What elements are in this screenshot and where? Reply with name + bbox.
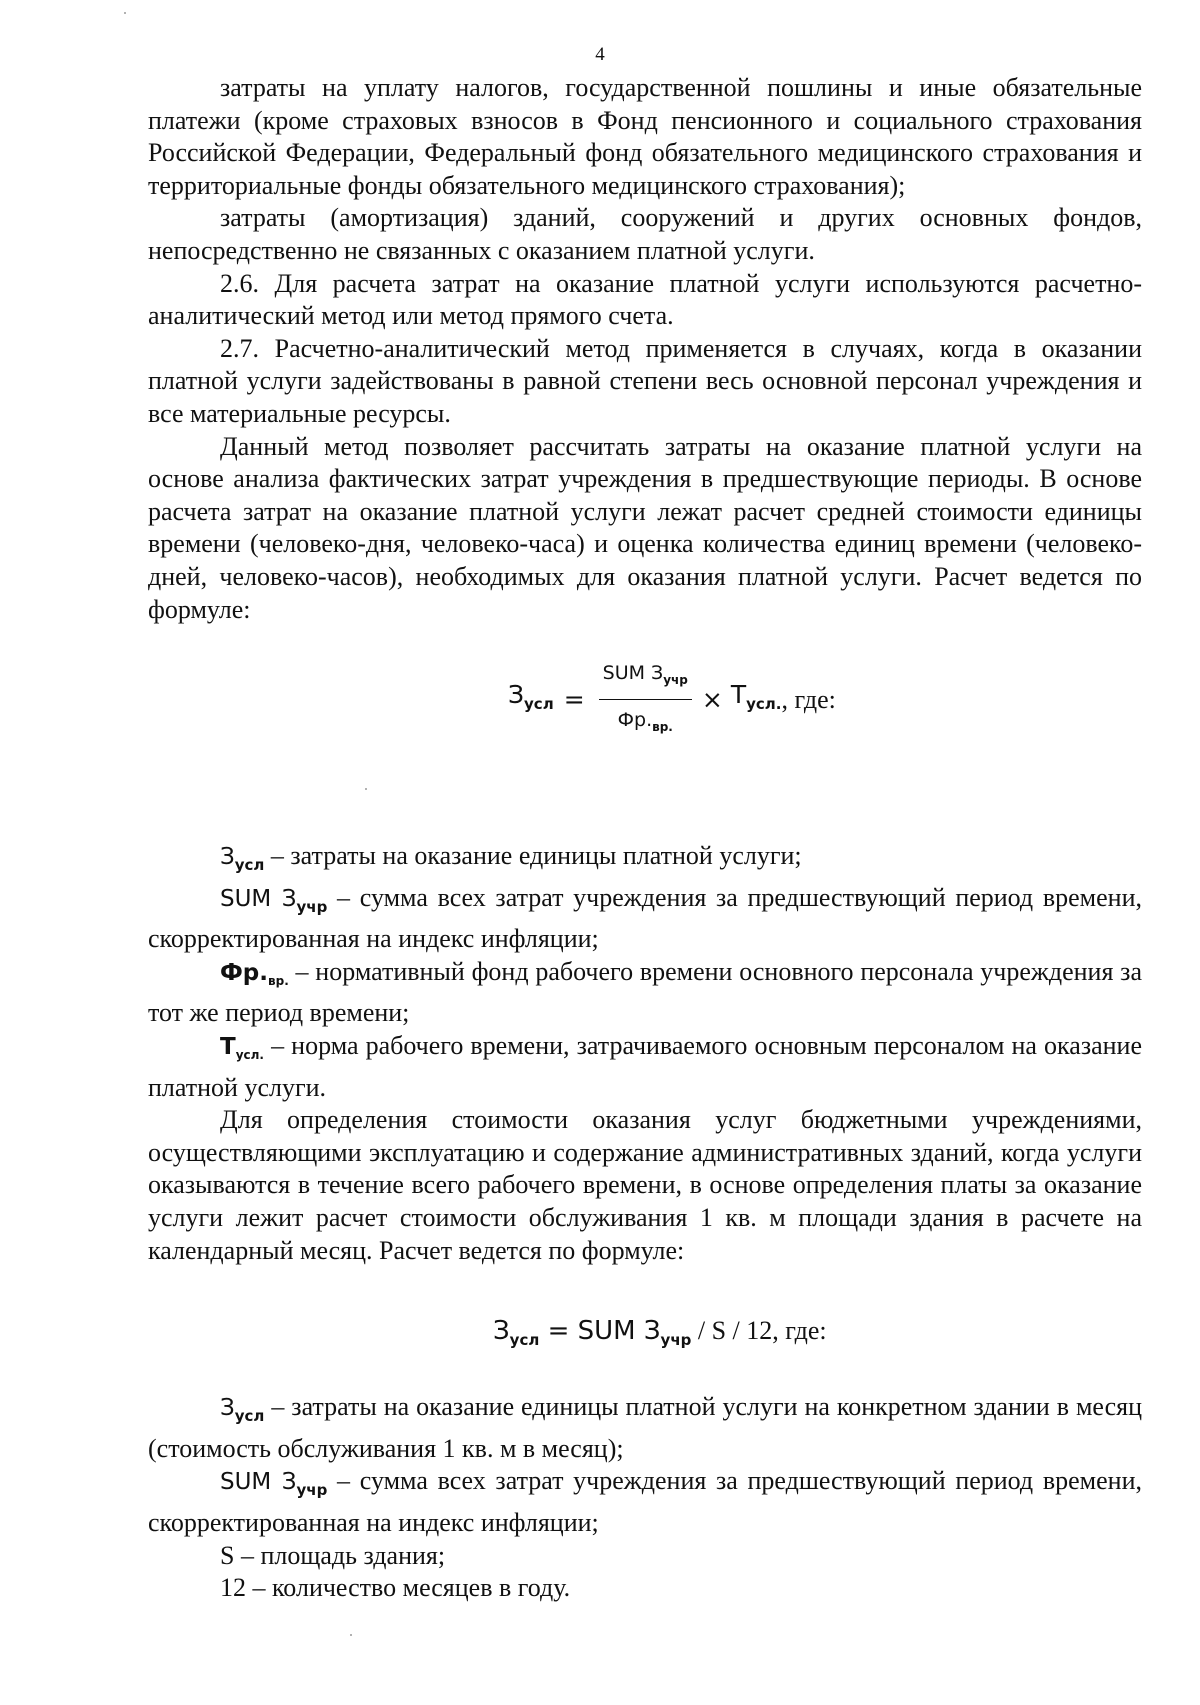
definition-text: – затраты на оказание единицы платной услуги на конкретном здании в месяц (стоимость обслуживания 1 кв. м в месяц); xyxy=(148,1392,1142,1463)
definition-item: 12 – количество месяцев в году. xyxy=(220,1573,571,1603)
definition-item xyxy=(148,956,1142,1030)
definition-text: – норма рабочего времени, затрачиваемого основным персоналом на оказание платной услуги. xyxy=(148,1031,1142,1102)
definition-term: SUM $З_{учр}$ xyxy=(220,1469,328,1500)
definition-item xyxy=(148,1391,1142,1465)
definition-item xyxy=(148,1030,1142,1104)
definition-item: S – площадь здания; xyxy=(220,1540,446,1570)
formula-suffix: , где: xyxy=(781,684,836,714)
formula-rest: / S / 12, где: xyxy=(691,1316,827,1346)
formula-lhs: З xyxy=(493,1316,510,1347)
definition-item xyxy=(148,882,1142,956)
paragraph: 2.6. Для расчета затрат на оказание платной услуги используются расчетно-аналитический метод или метод прямого счета. xyxy=(148,268,1142,331)
definition-item xyxy=(148,1465,1142,1539)
scan-speck xyxy=(124,12,126,14)
definition-text: – сумма всех затрат учреждения за предшествующий период времени, скорректированная на индекс инфляции; xyxy=(148,882,1142,954)
document-body xyxy=(148,72,1142,1605)
formula-fraction xyxy=(599,657,692,744)
formula-rhs: $Т_{усл.}$ xyxy=(730,680,782,714)
definition-term: $Фр._{вр.}$ xyxy=(220,959,289,988)
definition-term: $Т_{усл.}$ xyxy=(220,1034,264,1063)
paragraph: затраты (амортизация) зданий, сооружений и других основных фондов, непосредственно не связанных с оказанием платной услуги. xyxy=(148,203,1142,265)
formula-cost-per-sqm xyxy=(148,1311,1142,1351)
page-number: 4 xyxy=(595,44,605,65)
paragraph: Данный метод позволяет рассчитать затраты на оказание платной услуги на основе анализа фактических затрат учреждения в предшествующие периоды. В основе расчета затрат на оказание платной услуги лежат расчет средней стоимости единицы времени (человеко-дня, человеко-часа) и оценка количества единиц времени (человеко-дней, человеко-часов), необходимых для оказания платной услуги. Расчет ведется по формуле: xyxy=(148,431,1142,624)
paragraph: затраты на уплату налогов, государственной пошлины и иные обязательные платежи (кроме страховых взносов в Фонд пенсионного и социального страхования Российской Федерации, Федеральный фонд обязательного медицинского страхования и территориальные фонды обязательного медицинского страхования); xyxy=(148,73,1142,200)
fraction-denominator: $Фр._{вр.}$ xyxy=(617,709,673,735)
formula-lhs: $З_{усл}$ xyxy=(508,680,554,714)
formula-times: × xyxy=(701,684,723,714)
definition-text: – затраты на оказание единицы платной услуги; xyxy=(264,841,802,871)
formula-middle: = SUM З xyxy=(539,1316,661,1347)
formula-lhs-sub: усл xyxy=(509,1331,540,1350)
definition-text: – сумма всех затрат учреждения за предшествующий период времени, скорректированная на индекс инфляции; xyxy=(148,1466,1142,1537)
definition-item xyxy=(148,840,1142,882)
fraction-numerator: SUM $З_{учр}$ xyxy=(599,657,692,701)
definition-term: $З_{усл}$ xyxy=(220,844,265,875)
definition-text: – нормативный фонд рабочего времени основного персонала учреждения за тот же период времени; xyxy=(148,956,1142,1028)
formula-cost-per-service xyxy=(148,654,1142,746)
formula-middle-sub: учр xyxy=(660,1331,692,1350)
definition-term: SUM $З_{учр}$ xyxy=(220,885,328,916)
definition-term: $З_{усл}$ xyxy=(220,1395,265,1426)
paragraph: 2.7. Расчетно-аналитический метод применяется в случаях, когда в оказании платной услуги задействованы в равной степени весь основной персонал учреждения и все материальные ресурсы. xyxy=(148,333,1142,428)
formula-equals: = xyxy=(563,684,585,714)
paragraph: Для определения стоимости оказания услуг бюджетными учреждениями, осуществляющими эксплуатацию и содержание административных зданий, когда услуги оказываются в течение всего рабочего времени, в основе определения платы за оказание услуги лежит расчет стоимости обслуживания 1 кв. м площади здания в расчете на календарный месяц. Расчет ведется по формуле: xyxy=(148,1105,1142,1265)
scan-speck xyxy=(350,1634,352,1636)
